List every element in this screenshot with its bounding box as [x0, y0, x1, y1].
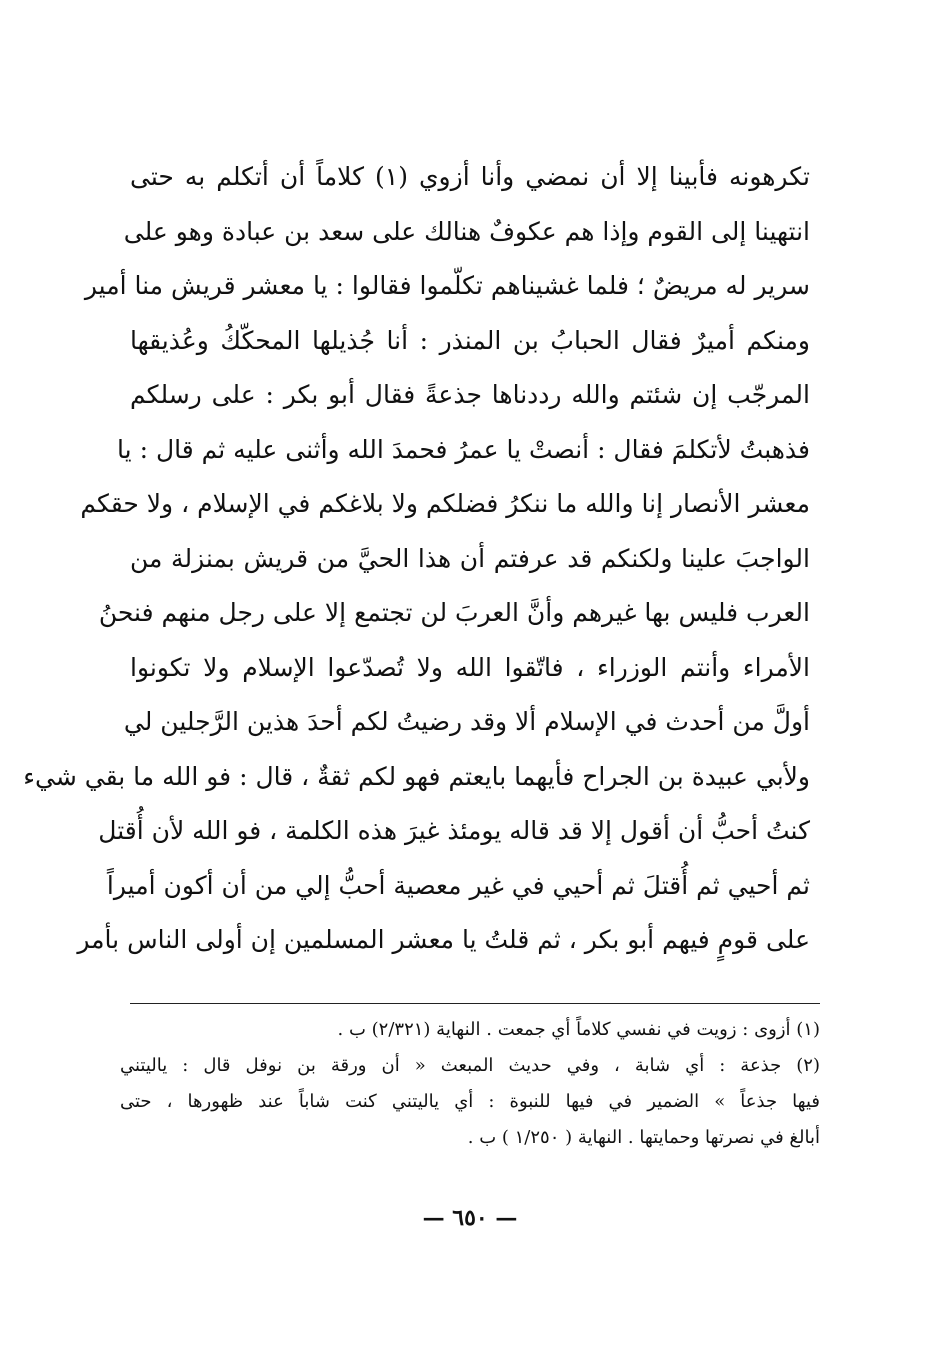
footnote-line: (١) أزوى : زويت في نفسي كلاماً أي جمعت . النهاية (٢/٣٢١) ب . [337, 1019, 820, 1040]
text-line: ثم أحيي ثم أُقتلَ ثم أحيي في غير معصية أحبُّ إلي من أن أكون أميراً [106, 870, 810, 900]
text-line: انتهينا إلى القوم وإذا هم عكوفٌ هنالك على سعد بن عبادة وهو على [123, 216, 810, 246]
text-line: كنتُ أحبُّ أن أقول إلا قد قاله يومئذ غيرَ هذه الكلمة ، فو الله لأن أُقتل [98, 816, 810, 845]
footnote-line: أبالغ في نصرتها وحمايتها . النهاية ( ١/٢٥٠ ) ب . [467, 1127, 820, 1148]
text-line: تكرهونه فأبينا إلا أن نمضي وأنا أزوي (١) كلاماً أن أتكلم به حتى [130, 162, 810, 191]
text-line: الأمراء وأنتم الوزراء ، فاتّقوا الله ولا تُصدّعوا الإسلام ولا تكونوا [130, 652, 810, 682]
text-line: معشر الأنصار إنا والله ما ننكرُ فضلكم ولا بلاغكم في الإسلام ، ولا حقكم [80, 489, 810, 518]
text-line: على قومٍ فيهم أبو بكر ، ثم قلتُ يا معشر المسلمين إن أولى الناس بأمر [77, 925, 810, 954]
footnotes-block [120, 1012, 820, 1156]
text-line: ومنكم أميرٌ فقال الحبابُ بن المنذر : أنا جُذيلها المحكّكُ وعُذيقها [130, 325, 810, 355]
text-line: ولأبي عبيدة بن الجراح فأيهما بايعتم فهو لكم ثقةٌ ، قال : فو الله ما بقي شيء [23, 761, 810, 791]
text-line: الواجبَ علينا ولكنكم قد عرفتم أن هذا الحيَّ من قريش بمنزلة من [130, 543, 810, 573]
text-line: العرب فليس بها غيرهم وأنَّ العربَ لن تجتمع إلا على رجل منهم فنحنُ [98, 598, 810, 627]
page-number: — ٦٥٠ — [422, 1205, 518, 1231]
text-line: أولَّ من أحدث في الإسلام ألا وقد رضيتُ لكم أحدَ هذين الرَّجلين لي [123, 707, 810, 736]
footnote-line: فيها جذعاً » الضمير في فيها للنبوة : أي ياليتني كنت شاباً عند ظهورها ، حتى [120, 1091, 820, 1112]
footnote-divider [130, 1003, 820, 1004]
text-line: فذهبتُ لأتكلمَ فقال : أنصتْ يا عمرُ فحمدَ الله وأثنى عليه ثم قال : يا [117, 434, 810, 464]
main-text-block [23, 150, 810, 968]
text-line: المرجّب إن شئتم والله رددناها جذعةً فقال أبو بكر : على رسلكم [130, 380, 810, 409]
text-line: سرير له مريضٌ ؛ فلما غشيناهم تكلّموا فقالوا : يا معشر قريش منا أمير [84, 271, 810, 300]
footnote-line: (٢) جذعة : أي شابة ، وفي حديث المبعث « أن ورقة بن نوفل قال : ياليتني [120, 1055, 820, 1076]
